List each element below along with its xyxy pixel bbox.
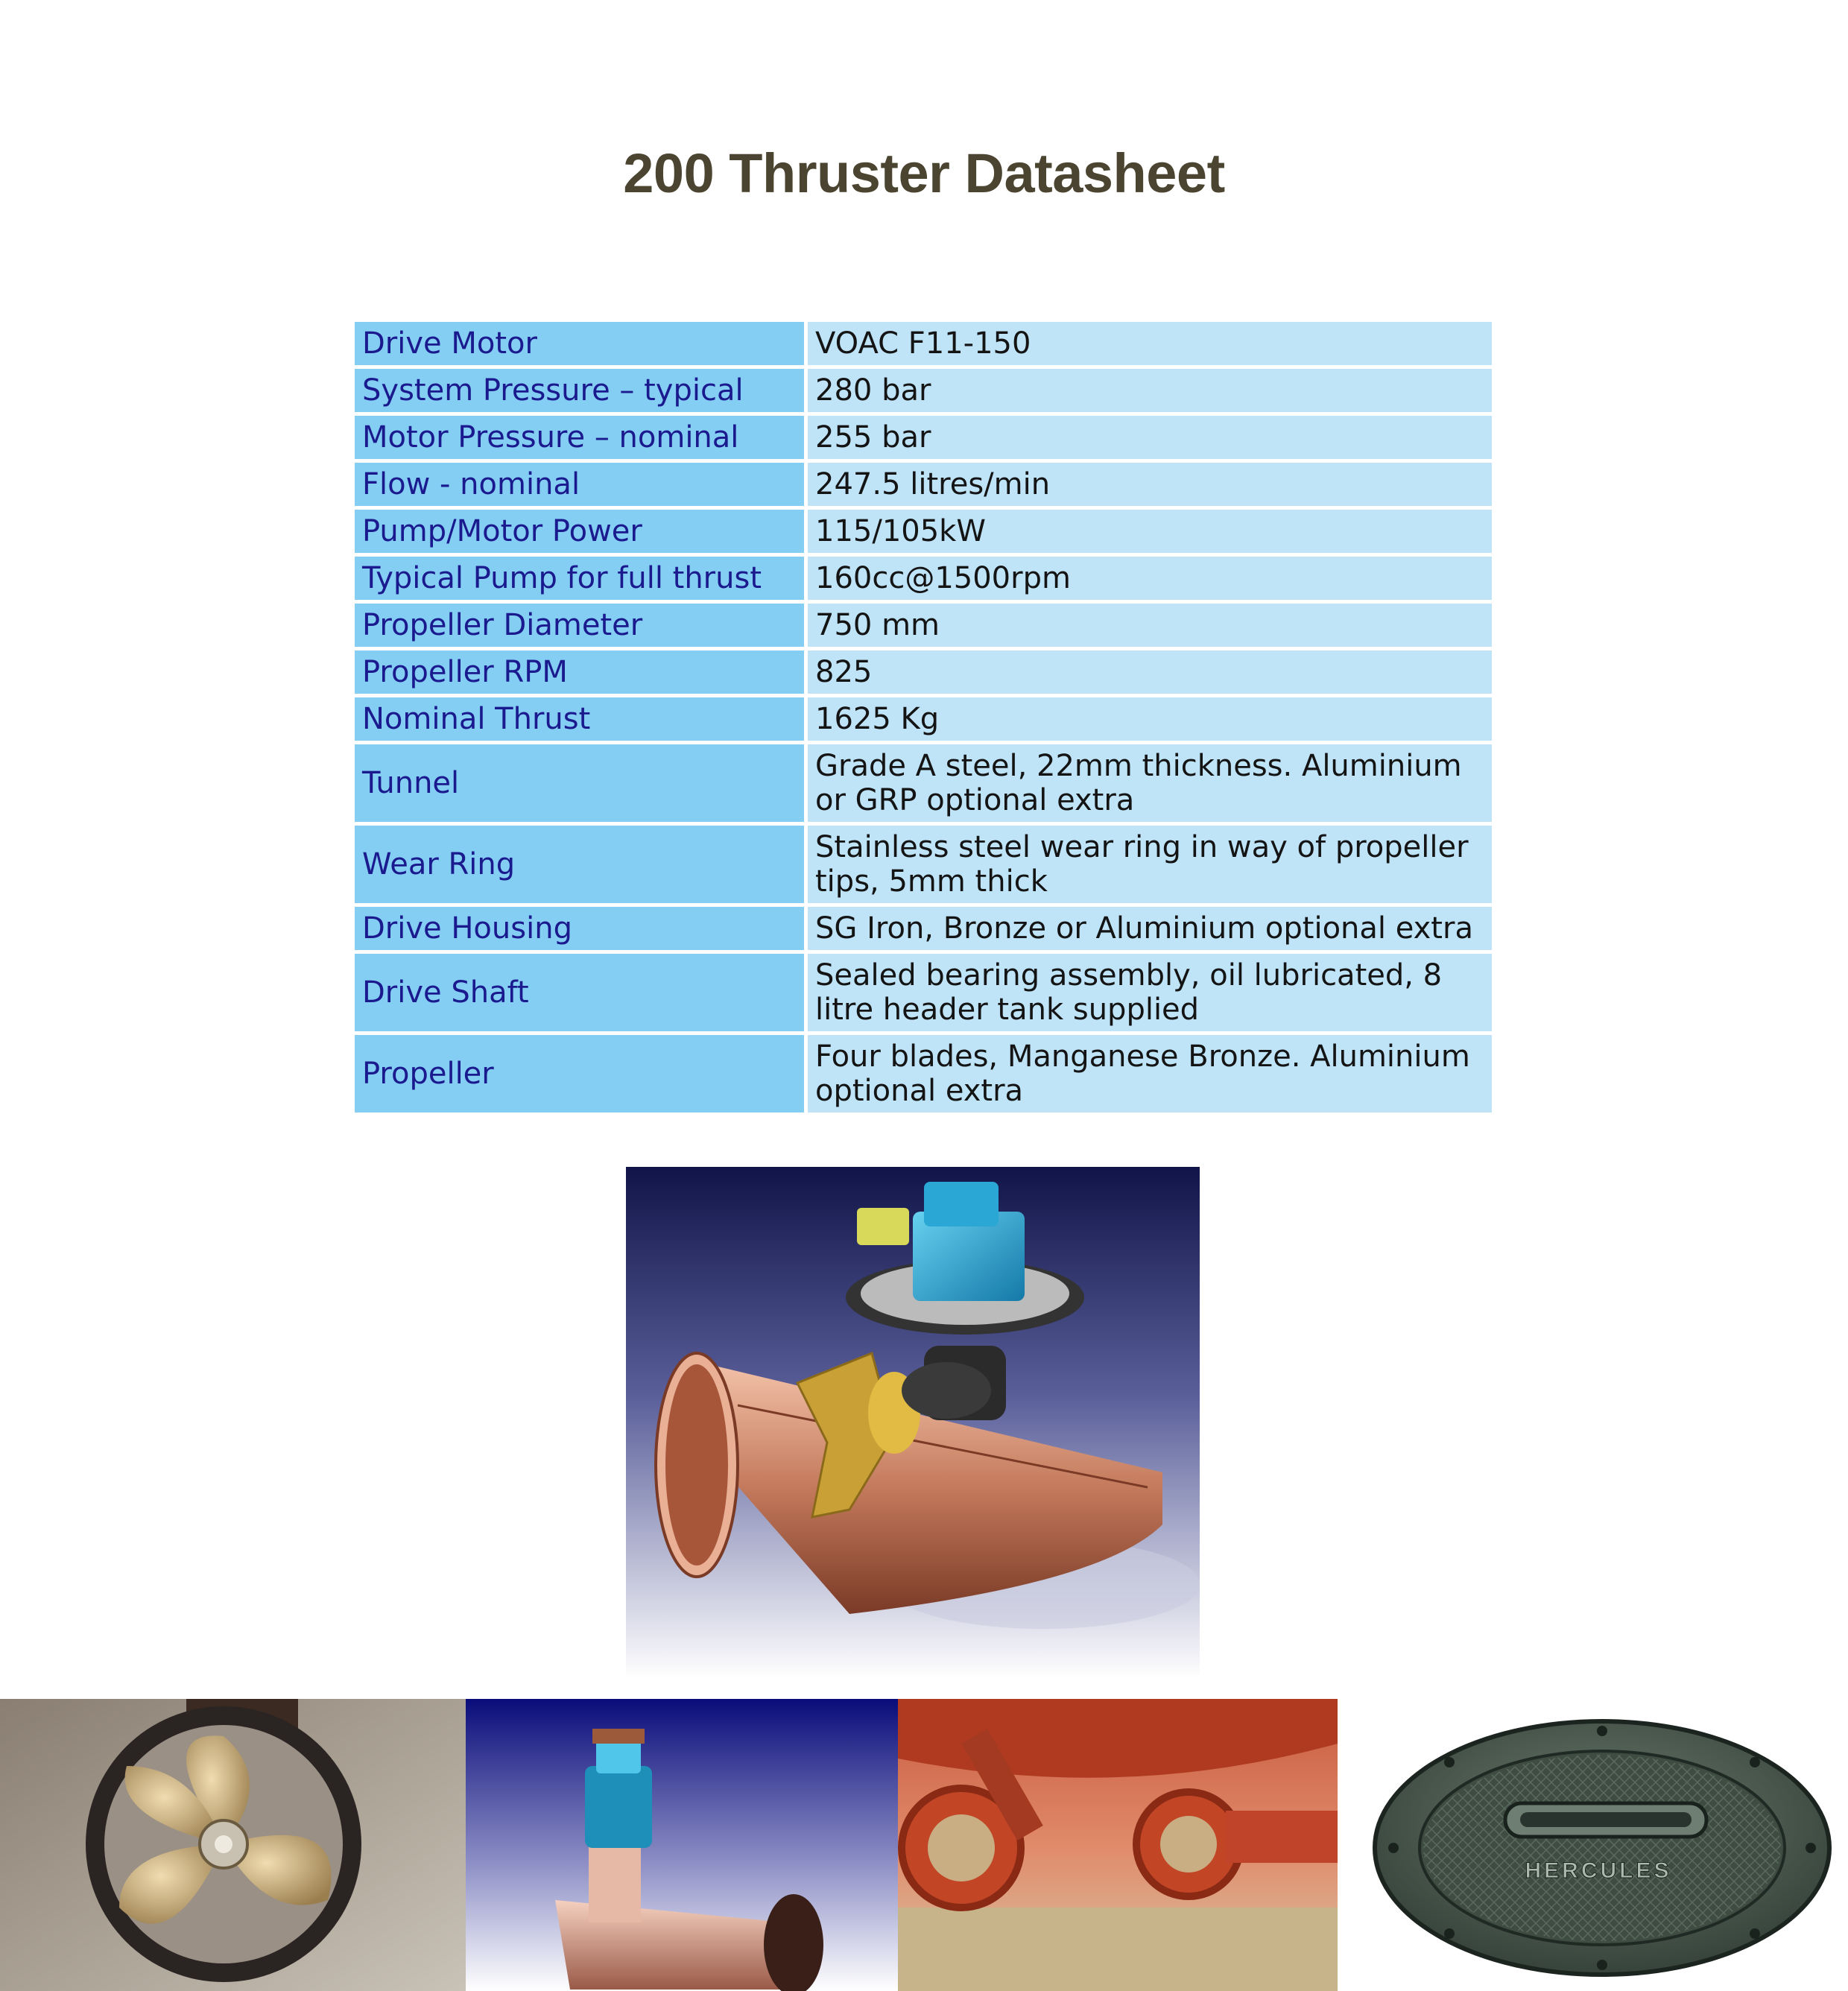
- table-row: [355, 604, 1492, 651]
- motor-tunnel-render-image: [466, 1699, 898, 1991]
- spec-label: Tunnel: [355, 744, 808, 826]
- thruster-render-image: [626, 1167, 1200, 1678]
- table-row: [355, 322, 1492, 369]
- hatch-cover-photo-image: [1338, 1699, 1848, 1991]
- table-row: [355, 826, 1492, 907]
- spec-label: Drive Housing: [355, 907, 808, 954]
- table-row: [355, 463, 1492, 510]
- spec-label: Propeller Diameter: [355, 604, 808, 651]
- spec-value: Grade A steel, 22mm thickness. Aluminium or GRP optional extra: [808, 744, 1492, 826]
- table-row: [355, 557, 1492, 604]
- spec-value: Sealed bearing assembly, oil lubricated, 8 litre header tank supplied: [808, 954, 1492, 1035]
- spec-value: 115/105kW: [808, 510, 1492, 557]
- table-row: [355, 954, 1492, 1035]
- table-row: [355, 651, 1492, 697]
- table-row: [355, 744, 1492, 826]
- spec-value: 750 mm: [808, 604, 1492, 651]
- table-row: [355, 1035, 1492, 1116]
- table-row: [355, 416, 1492, 463]
- hatch-lettering: HERCULES: [1525, 1858, 1672, 1883]
- table-row: [355, 907, 1492, 954]
- spec-value: SG Iron, Bronze or Aluminium optional extra: [808, 907, 1492, 954]
- spec-value: 255 bar: [808, 416, 1492, 463]
- spec-value: Four blades, Manganese Bronze. Aluminium optional extra: [808, 1035, 1492, 1116]
- page-title: 200 Thruster Datasheet: [623, 142, 1225, 204]
- spec-label: Drive Shaft: [355, 954, 808, 1035]
- spec-value: 1625 Kg: [808, 697, 1492, 744]
- spec-value: Stainless steel wear ring in way of propeller tips, 5mm thick: [808, 826, 1492, 907]
- spec-label: Wear Ring: [355, 826, 808, 907]
- spec-value: 160cc@1500rpm: [808, 557, 1492, 604]
- installed-thrusters-photo-image: [898, 1699, 1338, 1991]
- spec-value: VOAC F11-150: [808, 322, 1492, 369]
- spec-value: 280 bar: [808, 369, 1492, 416]
- table-row: [355, 697, 1492, 744]
- propeller-photo-image: [0, 1699, 466, 1991]
- spec-label: Pump/Motor Power: [355, 510, 808, 557]
- spec-label: Nominal Thrust: [355, 697, 808, 744]
- spec-label: Typical Pump for full thrust: [355, 557, 808, 604]
- table-row: [355, 369, 1492, 416]
- spec-label: Flow - nominal: [355, 463, 808, 510]
- table-row: [355, 510, 1492, 557]
- spec-value: 825: [808, 651, 1492, 697]
- spec-label: Propeller: [355, 1035, 808, 1116]
- spec-label: Propeller RPM: [355, 651, 808, 697]
- spec-value: 247.5 litres/min: [808, 463, 1492, 510]
- spec-label: System Pressure – typical: [355, 369, 808, 416]
- spec-table: [355, 322, 1492, 1116]
- spec-label: Drive Motor: [355, 322, 808, 369]
- spec-label: Motor Pressure – nominal: [355, 416, 808, 463]
